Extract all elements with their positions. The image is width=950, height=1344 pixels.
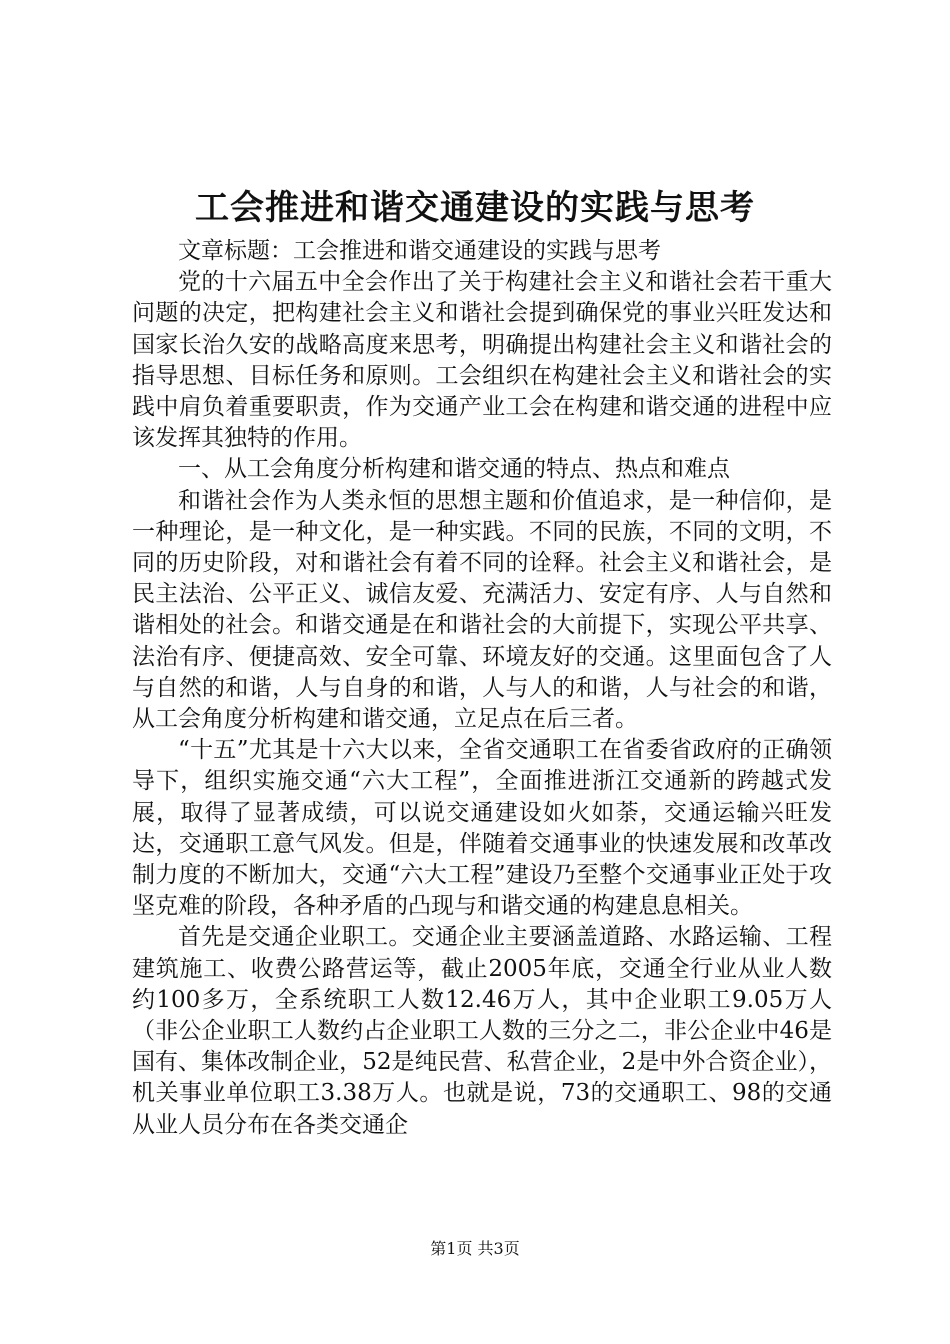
- document-body: [132, 236, 832, 1141]
- section-heading: 一、从工会角度分析构建和谐交通的特点、热点和难点: [178, 456, 730, 483]
- document-title: 工会推进和谐交通建设的实践与思考: [195, 188, 755, 228]
- body-paragraph: 首先是交通企业职工。交通企业主要涵盖道路、水路运输、工程建筑施工、收费公路营运等，截止2005年底，交通全行业从业人数约100多万，全系统职工人数12.46万人，其中企业职工9.05万人（非公企业职工人数约占企业职工人数的三分之二，非公企业中46是国有、集体改制企业，52是纯民营、私营企业，2是中外合资企业），机关事业单位职工3.38万人。也就是说，73的交通职工、98的交通从业人员分布在各类交通企: [132, 924, 832, 1138]
- body-paragraph: “十五”尤其是十六大以来，全省交通职工在省委省政府的正确领导下，组织实施交通“六大工程”，全面推进浙江交通新的跨越式发展，取得了显著成绩，可以说交通建设如火如荼，交通运输兴旺发达，交通职工意气风发。但是，伴随着交通事业的快速发展和改革改制力度的不断加大，交通“六大工程”建设乃至整个交通事业正处于攻坚克难的阶段，各种矛盾的凸现与和谐交通的构建息息相关。: [132, 737, 832, 920]
- page-number-footer: 第1页 共3页: [430, 1239, 520, 1258]
- body-paragraph: 党的十六届五中全会作出了关于构建社会主义和谐社会若干重大问题的决定，把构建社会主义和谐社会提到确保党的事业兴旺发达和国家长治久安的战略高度来思考，明确提出构建社会主义和谐社会的指导思想、目标任务和原则。工会组织在构建社会主义和谐社会的实践中肩负着重要职责，作为交通产业工会在构建和谐交通的进程中应该发挥其独特的作用。: [132, 269, 832, 452]
- article-heading-paragraph: 文章标题：工会推进和谐交通建设的实践与思考: [178, 238, 661, 264]
- body-paragraph: 和谐社会作为人类永恒的思想主题和价值追求，是一种信仰，是一种理论，是一种文化，是一种实践。不同的民族，不同的文明，不同的历史阶段，对和谐社会有着不同的诠释。社会主义和谐社会，是民主法治、公平正义、诚信友爱、充满活力、安定有序、人与自然和谐相处的社会。和谐交通是在和谐社会的大前提下，实现公平共享、法治有序、便捷高效、安全可靠、环境友好的交通。这里面包含了人与自然的和谐，人与自身的和谐，人与人的和谐，人与社会的和谐，从工会角度分析构建和谐交通，立足点在后三者。: [132, 487, 832, 733]
